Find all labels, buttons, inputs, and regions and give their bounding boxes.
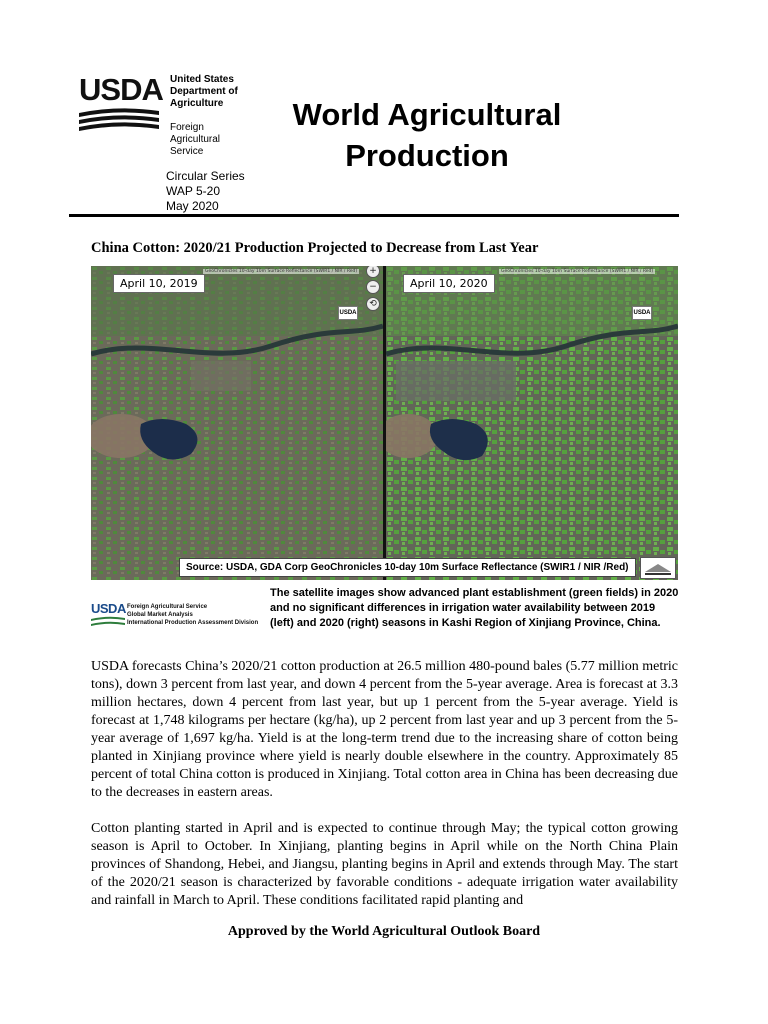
agency-name (170, 74, 270, 110)
usda-logo (79, 72, 163, 132)
series-line: May 2020 (166, 199, 219, 213)
service-name (170, 122, 260, 158)
service-line: Agricultural (170, 134, 221, 145)
header-divider (69, 214, 679, 217)
agency-line: Agriculture (170, 98, 224, 109)
service-line: Foreign (170, 122, 204, 133)
image-source-label: Source: USDA, GDA Corp GeoChronicles 10-day 10m Surface Reflectance (SWIR1 / NIR /Red) (179, 558, 636, 577)
series-line: WAP 5-20 (166, 184, 221, 198)
mini-usda-logo-2019: USDA (338, 306, 358, 320)
agency-line: United States (170, 74, 234, 85)
compass-legend-icon (640, 557, 676, 579)
agency-line: Department of (170, 86, 238, 97)
fas-line: Global Market Analysis (127, 612, 193, 618)
fas-usda-mark (91, 602, 125, 630)
service-line: Service (170, 146, 204, 157)
map-title-2020: GeoChronicles 10-day 10m Surface Reflectance (SWIR1 / NIR / Red) (501, 269, 654, 274)
date-label-2020: April 10, 2020 (403, 274, 495, 293)
series-line: Circular Series (166, 169, 245, 183)
fas-logo-text (127, 603, 258, 627)
zoom-in-icon[interactable]: + (366, 266, 380, 278)
fas-line: International Production Assessment Division (127, 620, 259, 626)
fas-logo (91, 602, 266, 632)
title-line: World Agricultural (292, 97, 562, 132)
title-line: Production (345, 138, 509, 173)
fas-line: Foreign Agricultural Service (127, 604, 208, 610)
body-paragraph: USDA forecasts China’s 2020/21 cotton production at 26.5 million 480-pound bales (5.77 million metric tons), down 3 percent from last year, and down 4 percent from the 5-year average. Area is forecast at 3.3 million hectares, down 4 percent from last year, but up 1 percent from the 5-year average. Yield is forecast at 1,748 kilograms per hectare (kg/ha), up 2 percent from last year and up 3 percent from the 5-year average of 1,697 kg/ha. Yield is at the long-term trend due to the increasing share of cotton being planted in Xinjiang province where yield is nearly double elsewhere in the country. Approximately 85 percent of total China cotton is produced in Xinjiang. Total cotton area in China has been decreasing due to the decreases in eastern areas. (91, 659, 678, 800)
date-label-2019: April 10, 2019 (113, 274, 205, 293)
mini-usda-logo-2020: USDA (632, 306, 652, 320)
fas-usda-mark-text: USDA (91, 601, 126, 616)
usda-swoosh-icon (79, 107, 159, 131)
zoom-out-icon[interactable]: − (366, 280, 380, 294)
map-title-2019: GeoChronicles 10-day 10m Surface Reflectance (SWIR1 / NIR / Red) (205, 269, 358, 274)
usda-logo-text: USDA (79, 72, 163, 107)
article-headline: China Cotton: 2020/21 Production Projected to Decrease from Last Year (91, 240, 539, 256)
fas-swoosh-icon (91, 615, 125, 629)
satellite-comparison-image (91, 266, 678, 580)
approval-footer: Approved by the World Agricultural Outlook Board (227, 924, 541, 939)
page-title (262, 94, 592, 176)
figure-caption: The satellite images show advanced plant establishment (green fields) in 2020 and no significant differences in irrigation water availability between 2019 (left) and 2020 (right) seasons in Kashi Region of Xinjiang Province, China. (270, 587, 679, 629)
body-paragraph: Cotton planting started in April and is expected to continue through May; the typical cotton growing season is April to October. In Xinjiang, planting begins in April while on the North China Plain provinces of Shandong, Hebei, and Jiangsu, planting begins in April and extends through May. The start of the 2020/21 season is characterized by favorable conditions - adequate irrigation water availability and rainfall in March to April. These conditions facilitated rapid planting and (91, 821, 678, 908)
history-icon[interactable]: ⟲ (366, 297, 380, 311)
